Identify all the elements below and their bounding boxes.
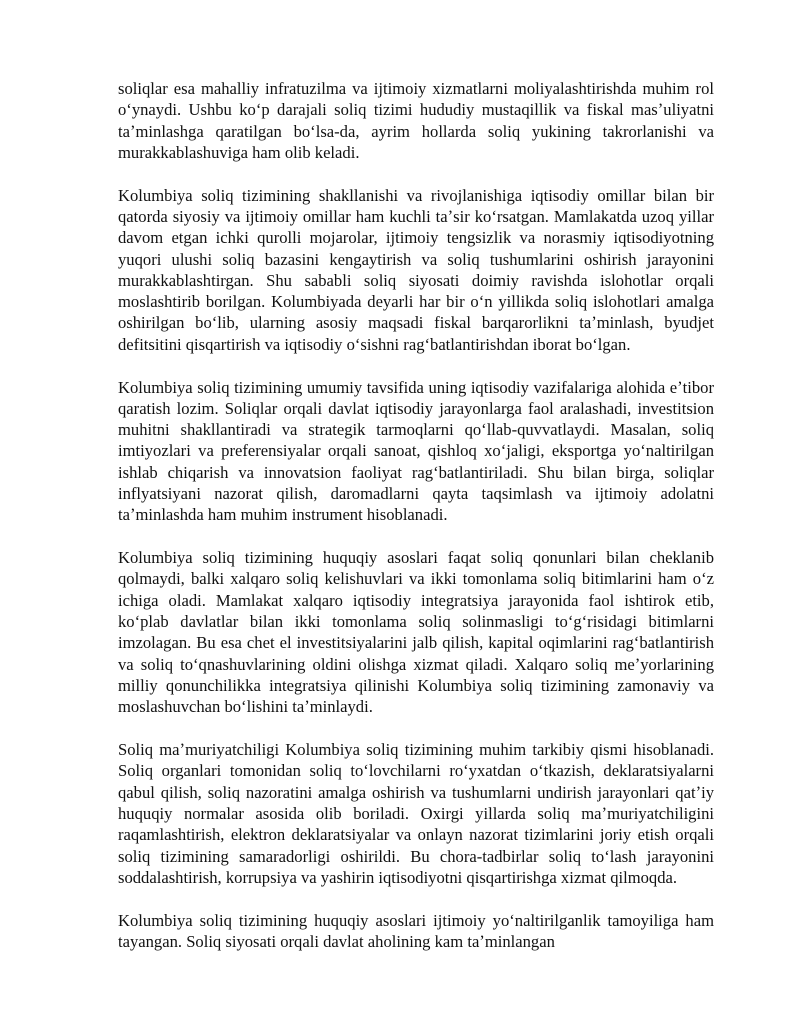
paragraph: soliqlar esa mahalliy infratuzilma va ijtimoiy xizmatlarni moliyalashtirishda muhim rol oʻynaydi. Ushbu koʻp darajali soliq tizimi hududiy mustaqillik va fiskal masʼuliyatni taʼminlashga qaratilgan boʻlsa-da, ayrim hollarda soliq yukining takrorlanishi va murakkablashuviga ham olib keladi. <box>118 79 714 162</box>
paragraph: Kolumbiya soliq tizimining shakllanishi va rivojlanishiga iqtisodiy omillar bilan bir qatorda siyosiy va ijtimoiy omillar ham kuchli taʼsir koʻrsatgan. Mamlakatda uzoq yillar davom etgan ichki qurolli mojarolar, ijtimoiy tengsizlik va norasmiy iqtisodiyotning yuqori ulushi soliq bazasini kengaytirish va soliq tushumlarini oshirish jarayonini murakkablashtirgan. Shu sababli soliq siyosati doimiy ravishda islohotlar orqali moslashtirib borilgan. Kolumbiyada deyarli har bir oʻn yillikda soliq islohotlari amalga oshirilgan boʻlib, ularning asosiy maqsadi fiskal barqarorlikni taʼminlash, byudjet defitsitini qisqartirish va iqtisodiy oʻsishni ragʻbatlantirishdan iborat boʻlgan. <box>118 185 714 354</box>
paragraph: Kolumbiya soliq tizimining huquqiy asoslari ijtimoiy yoʻnaltirilganlik tamoyiliga ham tayangan. Soliq siyosati orqali davlat aholining kam taʼminlangan <box>118 910 714 951</box>
paragraph: Soliq maʼmuriyatchiligi Kolumbiya soliq tizimining muhim tarkibiy qismi hisoblanadi. Soliq organlari tomonidan soliq toʻlovchilarni roʻyxatdan oʻtkazish, deklaratsiyalarni qabul qilish, soliq nazoratini amalga oshirish va tushumlarni undirish jarayonlari qatʼiy huquqiy normalar asosida olib boriladi. Oxirgi yillarda soliq maʼmuriyatchiligini raqamlashtirish, elektron deklaratsiyalar va onlayn nazorat tizimlarini joriy etish orqali soliq tizimining samaradorligi oshirildi. Bu chora-tadbirlar soliq toʻlash jarayonini soddalashtirish, korrupsiya va yashirin iqtisodiyotni qisqartirishga xizmat qilmoqda. <box>118 740 714 887</box>
paragraph: Kolumbiya soliq tizimining huquqiy asoslari faqat soliq qonunlari bilan cheklanib qolmaydi, balki xalqaro soliq kelishuvlari va ikki tomonlama soliq bitimlarini ham oʻz ichiga oladi. Mamlakat xalqaro iqtisodiy integratsiya jarayonida faol ishtirok etib, koʻplab davlatlar bilan ikki tomonlama soliq solinmasligi toʻgʻrisidagi bitimlarni imzolagan. Bu esa chet el investitsiyalarini jalb qilish, kapital oqimlarini ragʻbatlantirish va soliq toʻqnashuvlarining oldini olishga xizmat qiladi. Xalqaro soliq meʼyorlarining milliy qonunchilikka integratsiya qilinishi Kolumbiya soliq tizimining zamonaviy va moslashuvchan boʻlishini taʼminlaydi. <box>118 548 714 717</box>
document-body <box>118 78 714 974</box>
paragraph: Kolumbiya soliq tizimining umumiy tavsifida uning iqtisodiy vazifalariga alohida eʼtibor qaratish lozim. Soliqlar orqali davlat iqtisodiy jarayonlarga faol aralashadi, investitsion muhitni shakllantiradi va strategik tarmoqlarni qoʻllab-quvvatlaydi. Masalan, soliq imtiyozlari va preferensiyalar orqali sanoat, qishloq xoʻjaligi, eksportga yoʻnaltirilgan ishlab chiqarish va innovatsion faoliyat ragʻbatlantiriladi. Shu bilan birga, soliqlar inflyatsiyani nazorat qilish, daromadlarni qayta taqsimlash va ijtimoiy adolatni taʼminlashda ham muhim instrument hisoblanadi. <box>118 377 714 525</box>
